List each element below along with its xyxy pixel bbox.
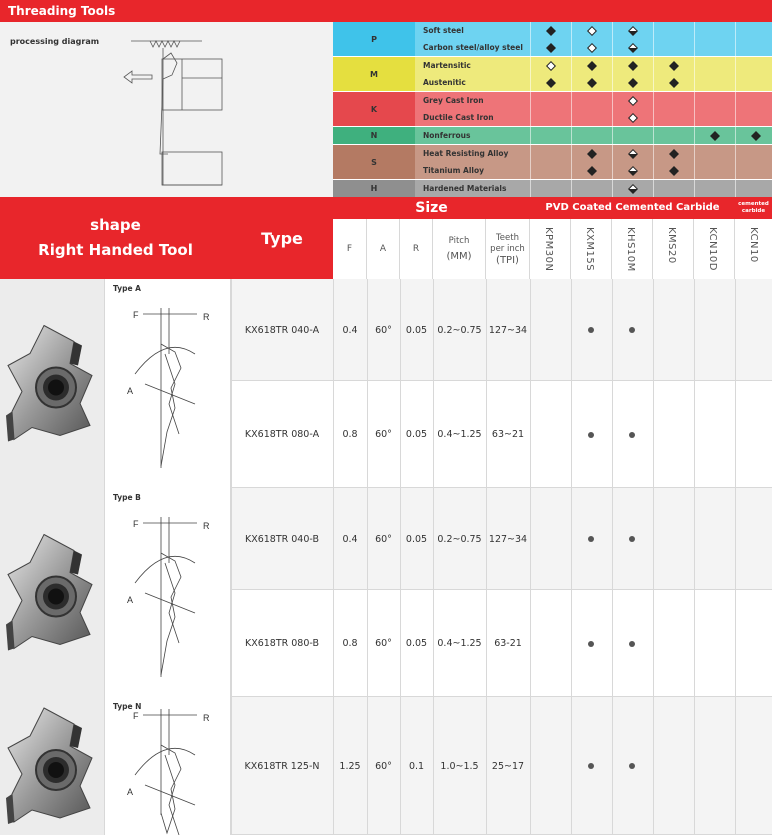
- grade-header-kcn10: [735, 219, 772, 279]
- material-group-k: K: [333, 92, 415, 126]
- applicability-mark: [735, 127, 772, 144]
- type-drawing-3: [104, 697, 231, 835]
- applicability-mark: [571, 39, 612, 56]
- cell-pitch: 0.2~0.75: [437, 533, 482, 545]
- applicability-mark: [735, 57, 772, 74]
- cell-tpi: 63~21: [491, 429, 525, 440]
- applicability-mark: [530, 145, 571, 162]
- insert-image-1: [0, 279, 104, 488]
- applicability-mark: [735, 39, 772, 56]
- type-label: Type N: [113, 702, 142, 711]
- grade-header-kcn10d: [694, 219, 735, 279]
- cell-r: 0.05: [405, 324, 428, 336]
- cell-f: 0.8: [342, 638, 358, 649]
- half-diamond-icon: [628, 43, 638, 53]
- applicability-mark: [530, 127, 571, 144]
- applicability-mark: [612, 162, 653, 179]
- size-header: Size: [333, 197, 530, 219]
- applicability-mark: [735, 180, 772, 197]
- filled-diamond-icon: [628, 78, 638, 88]
- type-drawing-1: [104, 279, 231, 488]
- applicability-mark: [530, 22, 571, 39]
- insert-image-2: [0, 488, 104, 697]
- cell-tpi: 63-21: [494, 638, 522, 649]
- cell-tpi: 127~34: [488, 533, 528, 545]
- filled-diamond-icon: [587, 61, 597, 71]
- applicability-mark: [653, 57, 694, 74]
- cell-tpi: 25~17: [491, 760, 525, 772]
- cemented-carbide-header: [735, 197, 772, 219]
- applicability-mark: [653, 92, 694, 109]
- cell-a: 60°: [375, 760, 392, 772]
- tool-profile-drawing: [105, 697, 232, 835]
- column-divider: [571, 279, 572, 835]
- filled-diamond-icon: [546, 26, 556, 36]
- applicability-mark: [571, 162, 612, 179]
- applicability-mark: [612, 39, 653, 56]
- material-name: Martensitic: [423, 61, 471, 70]
- cell-a: 60°: [375, 429, 392, 440]
- availability-dot: [629, 536, 635, 542]
- cell-f: 0.4: [342, 324, 358, 336]
- col-header-r: R: [400, 219, 433, 279]
- cell-a: 60°: [375, 638, 392, 649]
- applicability-mark: [571, 57, 612, 74]
- applicability-mark: [735, 145, 772, 162]
- applicability-mark: [571, 145, 612, 162]
- filled-diamond-icon: [546, 78, 556, 88]
- tool-profile-drawing: [105, 279, 232, 488]
- filled-diamond-icon: [751, 131, 761, 141]
- applicability-mark: [653, 39, 694, 56]
- applicability-mark: [653, 180, 694, 197]
- col-header-teeth-line1: Teeth: [496, 232, 519, 243]
- material-name: Hardened Materials: [423, 184, 507, 193]
- cell-type: KX618TR 080-A: [244, 429, 320, 440]
- cemented-header-line2: carbide: [741, 208, 766, 214]
- grade-label: KXM15S: [584, 227, 595, 272]
- tool-profile-drawing: [105, 488, 232, 697]
- availability-dot: [588, 432, 594, 438]
- availability-dot: [588, 641, 594, 647]
- applicability-mark: [612, 92, 653, 109]
- half-diamond-icon: [628, 184, 638, 194]
- applicability-mark: [530, 57, 571, 74]
- applicability-mark: [694, 109, 735, 126]
- availability-dot: [629, 641, 635, 647]
- cell-r: 0.05: [405, 533, 428, 545]
- applicability-mark: [735, 22, 772, 39]
- type-label: Type B: [113, 493, 141, 502]
- drawing-letter-r: R: [203, 713, 210, 723]
- cell-r: 0.1: [408, 760, 425, 772]
- applicability-mark: [653, 145, 694, 162]
- column-divider: [653, 279, 654, 835]
- shape-header-line2: Right Handed Tool: [38, 241, 193, 259]
- material-group-p: P: [333, 22, 415, 56]
- filled-diamond-icon: [587, 149, 597, 159]
- shape-header-line1: shape: [90, 216, 141, 234]
- material-name: Titanium Alloy: [423, 166, 484, 175]
- open-diamond-icon: [587, 43, 597, 53]
- half-diamond-icon: [628, 166, 638, 176]
- half-diamond-icon: [628, 26, 638, 36]
- availability-dot: [629, 327, 635, 333]
- drawing-letter-f: F: [133, 711, 139, 721]
- col-header-teeth: [486, 219, 530, 279]
- drawing-letter-r: R: [203, 312, 210, 322]
- cell-a: 60°: [375, 533, 392, 545]
- processing-diagram-illustration: [0, 22, 333, 197]
- cell-pitch: 0.4~1.25: [437, 638, 482, 649]
- insert-photo: [0, 488, 104, 697]
- filled-diamond-icon: [669, 61, 679, 71]
- cell-f: 1.25: [339, 760, 361, 772]
- applicability-mark: [694, 145, 735, 162]
- applicability-mark: [694, 92, 735, 109]
- applicability-mark: [530, 109, 571, 126]
- col-header-f: F: [333, 219, 367, 279]
- cell-pitch: 0.4~1.25: [437, 429, 482, 440]
- material-name: Ductile Cast Iron: [423, 113, 494, 122]
- applicability-mark: [571, 22, 612, 39]
- pvd-header: PVD Coated Cemented Carbide: [530, 197, 735, 219]
- column-divider: [612, 279, 613, 835]
- cell-r: 0.05: [405, 429, 428, 440]
- material-name: Soft steel: [423, 26, 464, 35]
- applicability-mark: [735, 92, 772, 109]
- col-header-pitch-label: Pitch: [448, 236, 470, 246]
- material-group-n: N: [333, 127, 415, 144]
- insert-photo: [0, 279, 104, 488]
- drawing-letter-r: R: [203, 521, 210, 531]
- column-divider: [333, 279, 334, 835]
- applicability-mark: [653, 162, 694, 179]
- material-name: Nonferrous: [423, 131, 471, 140]
- grade-label: KCN10D: [707, 227, 718, 271]
- cell-type: KX618TR 080-B: [244, 638, 320, 649]
- availability-dot: [588, 763, 594, 769]
- applicability-mark: [612, 145, 653, 162]
- column-divider: [400, 279, 401, 835]
- col-header-teeth-line2: per inch: [490, 243, 525, 254]
- applicability-mark: [735, 74, 772, 91]
- column-divider: [694, 279, 695, 835]
- filled-diamond-icon: [669, 78, 679, 88]
- col-header-pitch-unit: (MM): [446, 251, 472, 262]
- drawing-letter-f: F: [133, 519, 139, 529]
- applicability-mark: [530, 74, 571, 91]
- type-drawing-2: [104, 488, 231, 697]
- drawing-letter-a: A: [127, 386, 134, 396]
- cell-type: KX618TR 040-B: [244, 533, 320, 545]
- applicability-mark: [530, 180, 571, 197]
- col-header-teeth-line3: (TPI): [496, 254, 519, 266]
- grade-header-kms20: [653, 219, 694, 279]
- column-divider: [433, 279, 434, 835]
- applicability-mark: [735, 109, 772, 126]
- col-header-a: A: [367, 219, 400, 279]
- half-diamond-icon: [628, 149, 638, 159]
- applicability-mark: [735, 162, 772, 179]
- type-label: Type A: [113, 284, 141, 293]
- applicability-mark: [694, 57, 735, 74]
- applicability-mark: [694, 180, 735, 197]
- applicability-mark: [653, 127, 694, 144]
- applicability-mark: [694, 127, 735, 144]
- grade-label: KCN10: [748, 227, 759, 263]
- material-group-s: S: [333, 145, 415, 179]
- cell-tpi: 127~34: [488, 324, 528, 336]
- applicability-mark: [653, 22, 694, 39]
- drawing-letter-a: A: [127, 787, 134, 797]
- open-diamond-icon: [587, 26, 597, 36]
- applicability-mark: [612, 180, 653, 197]
- column-divider: [367, 279, 368, 835]
- applicability-mark: [571, 180, 612, 197]
- applicability-mark: [571, 92, 612, 109]
- applicability-mark: [571, 74, 612, 91]
- cell-r: 0.05: [405, 638, 428, 649]
- applicability-mark: [530, 39, 571, 56]
- applicability-mark: [612, 127, 653, 144]
- cell-type: KX618TR 040-A: [244, 324, 320, 336]
- grade-header-kpm30n: [530, 219, 571, 279]
- applicability-mark: [612, 22, 653, 39]
- applicability-mark: [571, 127, 612, 144]
- shape-header: [0, 197, 231, 279]
- availability-dot: [588, 536, 594, 542]
- availability-dot: [629, 432, 635, 438]
- grade-header-khs10m: [612, 219, 653, 279]
- material-group-m: M: [333, 57, 415, 91]
- applicability-mark: [612, 57, 653, 74]
- filled-diamond-icon: [669, 166, 679, 176]
- applicability-mark: [653, 74, 694, 91]
- grade-label: KHS10M: [625, 227, 636, 272]
- material-name: Carbon steel/alloy steel: [423, 43, 523, 52]
- filled-diamond-icon: [546, 43, 556, 53]
- cell-pitch: 1.0~1.5: [440, 760, 479, 772]
- material-group-h: H: [333, 180, 415, 197]
- filled-diamond-icon: [587, 78, 597, 88]
- applicability-mark: [694, 74, 735, 91]
- applicability-mark: [612, 74, 653, 91]
- column-divider: [486, 279, 487, 835]
- applicability-mark: [530, 92, 571, 109]
- filled-diamond-icon: [710, 131, 720, 141]
- applicability-mark: [612, 109, 653, 126]
- filled-diamond-icon: [628, 61, 638, 71]
- col-header-pitch: [433, 219, 486, 279]
- drawing-letter-a: A: [127, 595, 134, 605]
- insert-image-3: [0, 697, 104, 835]
- cell-pitch: 0.2~0.75: [437, 324, 482, 336]
- material-name: Heat Resisting Alloy: [423, 149, 509, 158]
- insert-photo: [0, 697, 104, 835]
- open-diamond-icon: [628, 96, 638, 106]
- column-divider: [530, 279, 531, 835]
- column-divider: [231, 279, 232, 835]
- column-divider: [735, 279, 736, 835]
- availability-dot: [629, 763, 635, 769]
- processing-diagram-label: processing diagram: [10, 37, 100, 46]
- availability-dot: [588, 327, 594, 333]
- page-title: Threading Tools: [0, 0, 772, 22]
- applicability-mark: [694, 162, 735, 179]
- grade-header-kxm15s: [571, 219, 612, 279]
- open-diamond-icon: [628, 113, 638, 123]
- cell-type: KX618TR 125-N: [244, 760, 320, 772]
- cell-f: 0.4: [342, 533, 358, 545]
- applicability-mark: [571, 109, 612, 126]
- type-header: Type: [231, 197, 333, 279]
- material-name: Grey Cast Iron: [423, 96, 484, 105]
- cemented-header-line1: cemented: [738, 201, 769, 207]
- material-name: Austenitic: [423, 78, 466, 87]
- applicability-mark: [530, 162, 571, 179]
- applicability-mark: [653, 109, 694, 126]
- processing-diagram-panel: [0, 22, 333, 197]
- drawing-letter-f: F: [133, 310, 139, 320]
- grade-label: KPM30N: [543, 227, 554, 272]
- cell-a: 60°: [375, 324, 392, 336]
- filled-diamond-icon: [669, 149, 679, 159]
- cell-f: 0.8: [342, 429, 358, 440]
- material-application-matrix: [333, 22, 772, 197]
- grade-label: KMS20: [666, 227, 677, 264]
- open-diamond-icon: [546, 61, 556, 71]
- applicability-mark: [694, 39, 735, 56]
- filled-diamond-icon: [587, 166, 597, 176]
- applicability-mark: [694, 22, 735, 39]
